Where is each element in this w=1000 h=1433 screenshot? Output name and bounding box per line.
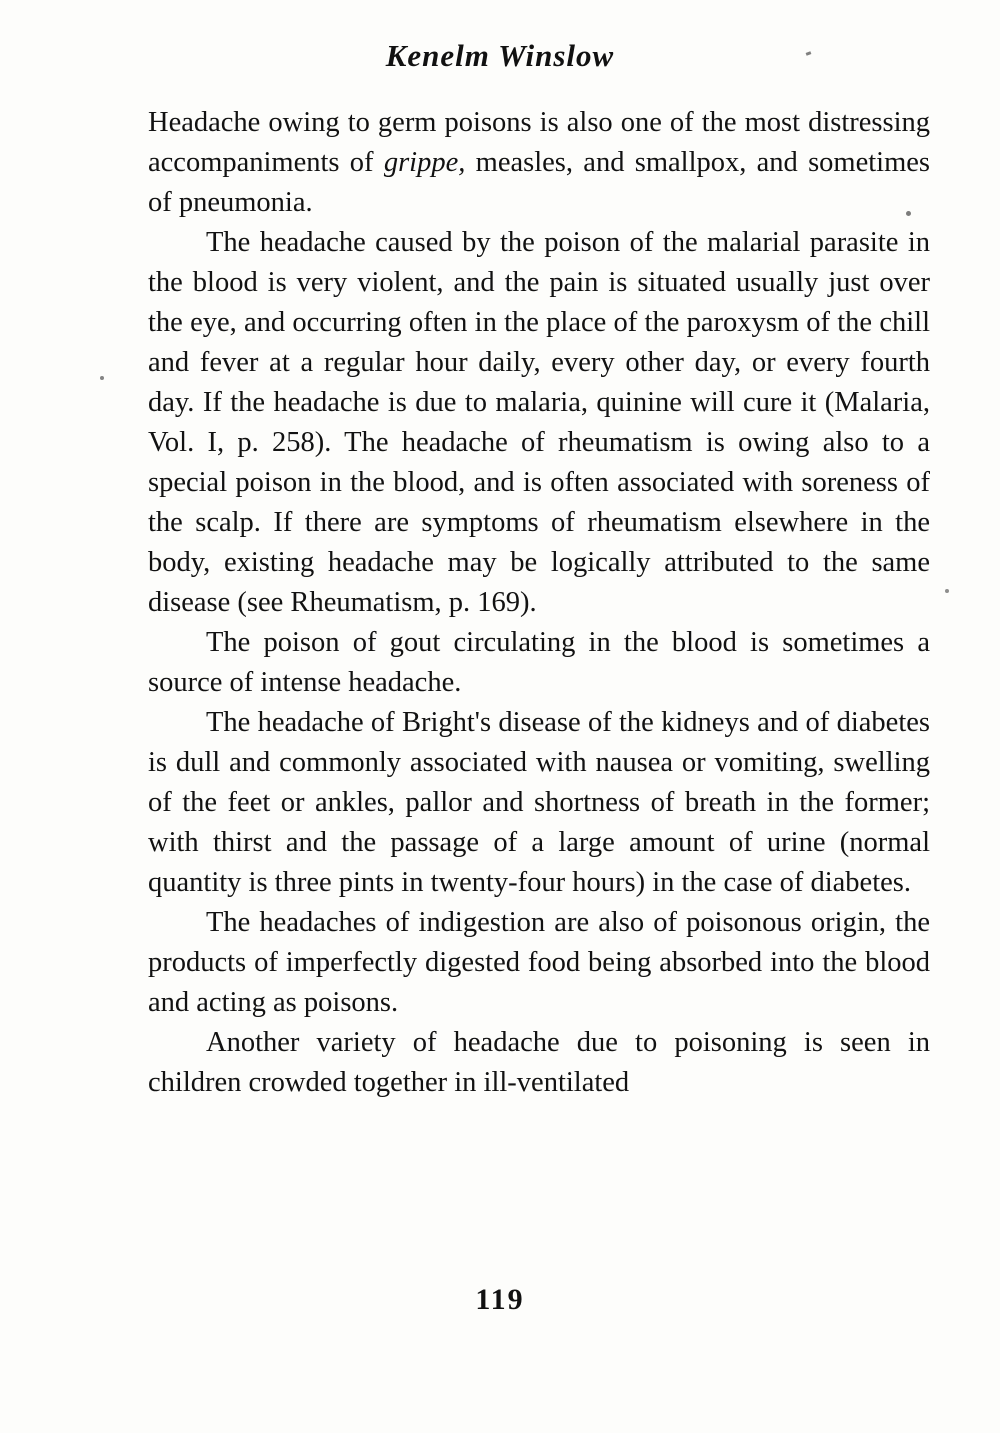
emphasis-grippe: grippe,	[383, 147, 466, 178]
page-body	[148, 103, 930, 1103]
paragraph-text-1: Headache owing to germ poisons is also one of the most distressing accompaniments of	[148, 107, 930, 178]
running-head-text: Kenelm Winslow	[385, 38, 615, 73]
paragraph: The headache of Bright's disease of the kidneys and of diabetes is dull and commonly associated with nausea or vomiting, swelling of the feet or ankles, pallor and shortness of breath in the former; with thirst and the passage of a large amount of urine (normal quantity is three pints in twenty-four hours) in the case of diabetes.	[148, 707, 930, 898]
page-speck-icon	[945, 589, 949, 593]
paragraph-text-1b: measles, and smallpox, and sometimes of pneumonia.	[148, 147, 930, 218]
paragraph	[148, 103, 930, 223]
paragraph: The headache caused by the poison of the malarial parasite in the blood is very violent, and the pain is situated usually just over the eye, and occurring often in the place of the paroxysm of the chill and fever at a regular hour daily, every other day, or every fourth day. If the headache is due to malaria, quinine will cure it (Malaria, Vol. I, p. 258). The headache of rheumatism is owing also to a special poison in the blood, and is often associated with soreness of the scalp. If there are symptoms of rheumatism elsewhere in the body, existing headache may be logically attributed to the same disease (see Rheumatism, p. 169).	[148, 227, 930, 618]
running-head	[0, 38, 1000, 74]
paragraph: The poison of gout circulating in the blood is sometimes a source of intense headache.	[148, 627, 930, 698]
paragraph: Another variety of headache due to poisoning is seen in children crowded together in ill-ventilated	[148, 1027, 930, 1098]
paragraph: The headaches of indigestion are also of poisonous origin, the products of imperfectly digested food being absorbed into the blood and acting as poisons.	[148, 907, 930, 1018]
page-speck-icon	[100, 376, 104, 380]
page-number: 119	[475, 1283, 525, 1316]
